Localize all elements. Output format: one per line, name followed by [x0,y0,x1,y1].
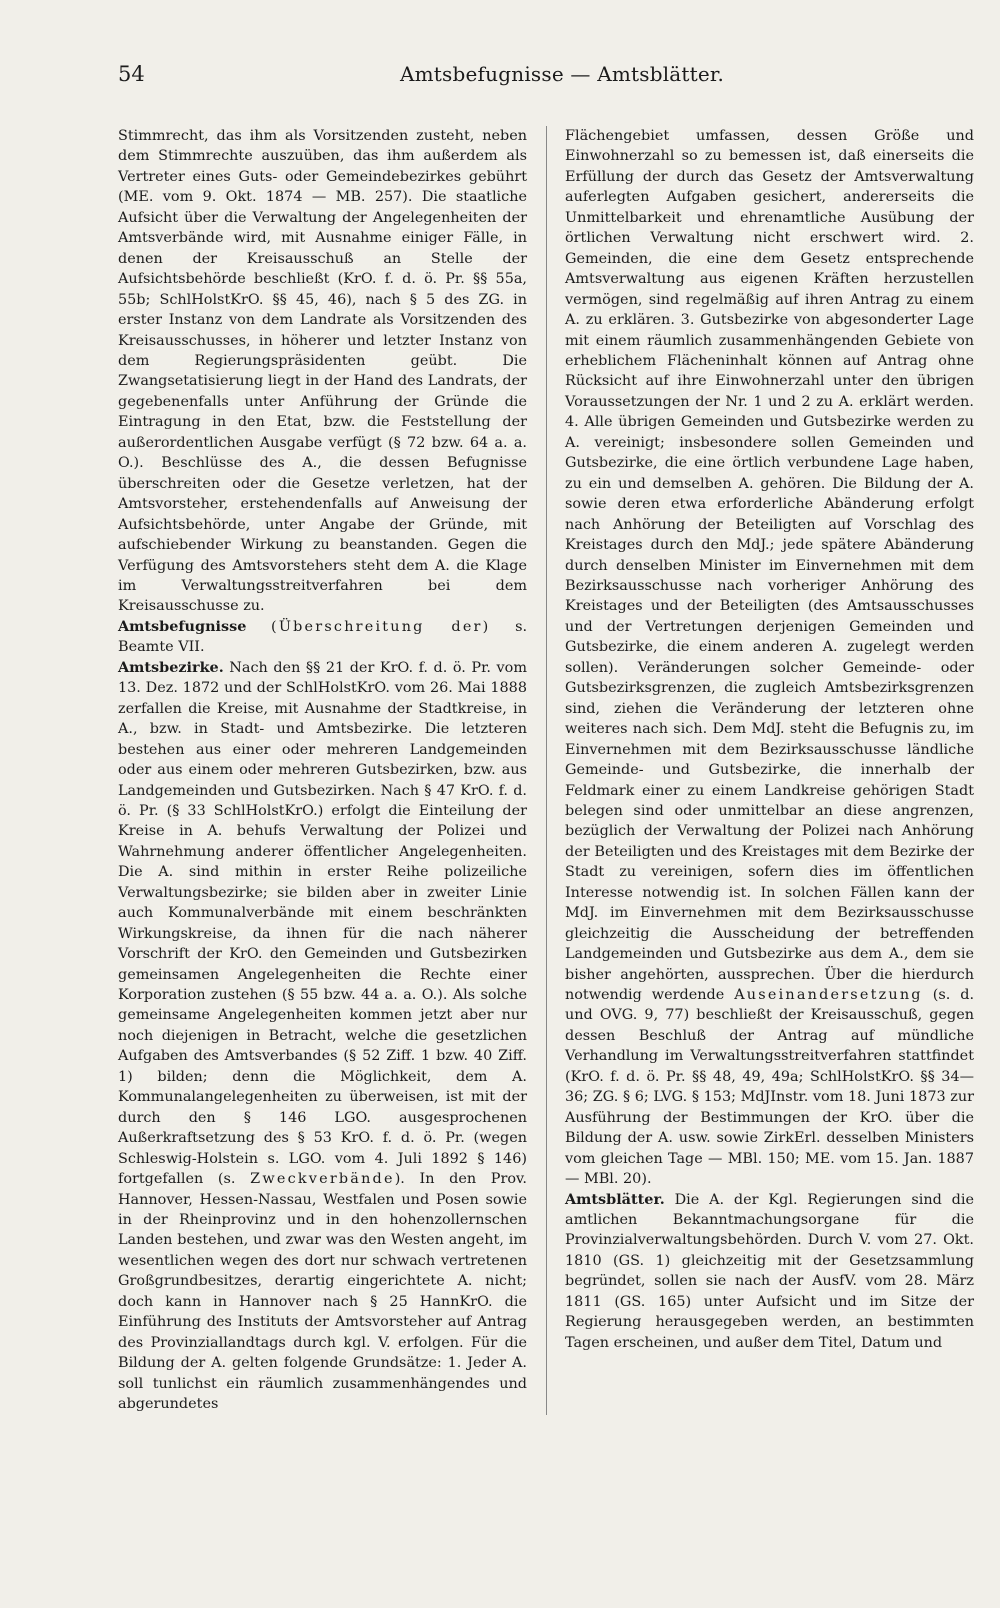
page-number: 54 [118,62,145,86]
entry-term-amtsbefugnisse: Amtsbefugnisse [118,617,247,635]
right-paragraph-1 [565,126,974,1190]
amtsbezirke-text-continued: ). In den Prov. Hannover, Hessen-Nassau, Westfalen und Posen sowie in der Rheinprovinz und in den hohenzollernschen Landen bestehen, und zwar was den Westen angeht, im wesentlichen wegen des dort nur schwach vertretenen Großgrundbesitzes, derartig eingerichtete A. nicht; doch kann in Hannover nach § 25 HannKrO. die Einführung des Instituts der Amtsvorsteher auf Antrag des Provinziallandtags durch kgl. V. erfolgen. Für die Bildung der A. gelten folgende Grundsätze: 1. Jeder A. soll tunlichst ein räumlich zusammenhängendes und abgerundetes [118,1171,527,1413]
amtsblaetter-text: Die A. der Kgl. Regierungen sind die amtlichen Bekanntmachungsorgane für die Provinzialverwaltungsbehörden. Durch V. vom 27. Okt. 1810 (GS. 1) gleichzeitig mit der Gesetzsammlung begründet, sollen sie nach der AusfV. vom 28. März 1811 (GS. 165) unter Aufsicht und im Sitze der Regierung herausgegeben werden, an bestimmten Tagen erscheinen, und außer dem Titel, Datum und [565,1191,974,1351]
right-text: Flächengebiet umfassen, dessen Größe und Einwohnerzahl so zu bemessen ist, daß einerseits die Erfüllung der durch das Gesetz der Amtsverwaltung auferlegten Aufgaben gesichert, andererseits die Unmittelbarkeit und ehrenamtliche Ausübung der örtlichen Verwaltung nicht erschwert wird. 2. Gemeinden, die eine dem Gesetz entsprechende Amtsverwaltung aus eigenen Kräften herzustellen vermögen, sind regelmäßig auf ihren Antrag zu einem A. zu erklären. 3. Gutsbezirke von abgesonderter Lage mit einem räumlich zusammenhängenden Gebiete von erheblichem Flächeninhalt können auf Antrag ohne Rücksicht auf ihre Einwohnerzahl unter den übrigen Voraussetzungen der Nr. 1 und 2 zu A. erklärt werden. 4. Alle übrigen Gemeinden und Gutsbezirke werden zu A. vereinigt; insbesondere sollen Gemeinden und Gutsbezirke, die eine örtlich verbundene Lage haben, zu ein und demselben A. gehören. Die Bildung der A. sowie deren etwa erforderliche Abänderung erfolgt nach Anhörung der Beteiligten auf Vorschlag des Kreistages durch den MdJ.; jede spätere Abänderung durch denselben Minister im Einvernehmen mit dem Bezirksausschusse nach vorheriger Anhörung des Kreistages und der Beteiligten (des Amtsausschusses und der Vertretungen derjenigen Gemeinden und Gutsbezirke, die einem anderen A. zugelegt werden sollen). Veränderungen solcher Gemeinde- oder Gutsbezirksgrenzen, die zugleich Amtsbezirksgrenzen sind, ziehen die Veränderung der letzteren ohne weiteres nach sich. Dem MdJ. steht die Befugnis zu, im Einvernehmen mit dem Bezirksausschusse ländliche Gemeinde- und Gutsbezirke, die innerhalb der Feldmark einer zu einem Landkreise gehörigen Stadt belegen sind oder unmittelbar an diese angrenzen, bezüglich der Verwaltung der Polizei nach Anhörung der Beteiligten und des Kreistages mit dem Bezirke der Stadt zu vereinigen, sofern dies im öffentlichen Interesse notwendig ist. In solchen Fällen kann der MdJ. im Einvernehmen mit dem Bezirksausschusse gleichzeitig die Ausscheidung der betreffenden Landgemeinden und Gutsbezirke aus dem A., dem sie bisher angehörten, aussprechen. Über die hierdurch notwendig werdende [565,128,974,1004]
running-head: Amtsbefugnisse — Amtsblätter. [400,62,725,86]
left-column [118,126,527,1415]
amtsbezirke-text: Nach den §§ 21 der KrO. f. d. ö. Pr. vom 13. Dez. 1872 und der SchlHolstKrO. vom 26. Mai 1888 zerfallen die Kreise, mit Ausnahme der Stadtkreise, in A., bzw. in Stadt- und Amtsbezirke. Die letzteren bestehen aus einer oder mehreren Landgemeinden oder aus einem oder mehreren Gutsbezirken, bzw. aus Landgemeinden und Gutsbezirken. Nach § 47 KrO. f. d. ö. Pr. (§ 33 SchlHolstKrO.) erfolgt die Einteilung der Kreise in A. behufs Verwaltung der Polizei und Wahrnehmung anderer öffentlicher Angelegenheiten. Die A. sind mithin in erster Reihe polizeiliche Verwaltungsbezirke; sie bilden aber in zweiter Linie auch Kommunalverbände mit einem beschränkten Wirkungskreise, da ihnen für die nach näherer Vorschrift der KrO. den Gemeinden und Gutsbezirken gemeinsamen Angelegenheiten die Rechte einer Korporation zustehen (§ 55 bzw. 44 a. a. O.). Als solche gemeinsame Angelegenheiten kommen jetzt aber nur noch diejenigen in Betracht, welche die gesetzlichen Aufgaben des Amtsverbandes (§ 52 Ziff. 1 bzw. 40 Ziff. 1) bilden; denn die Möglichkeit, dem A. Kommunalangelegenheiten zu überweisen, ist mit der durch den § 146 LGO. ausgesprochenen Außerkraftsetzung des § 53 KrO. f. d. ö. Pr. (wegen Schleswig-Holstein s. LGO. vom 4. Juli 1892 § 146) fortgefallen (s. [118,659,527,1188]
cross-reference-auseinandersetzung: Auseinandersetzung [734,987,923,1004]
entry-reference-beamte: s. Beamte VII. [118,618,528,656]
left-entry-amtsbefugnisse [118,617,527,658]
column-divider [546,126,547,1415]
left-entry-amtsbezirke [118,658,527,1415]
entry-term-amtsblaetter: Amtsblätter. [565,1190,665,1208]
right-column [565,126,974,1415]
entry-sub-ueberschreitung: (Überschreitung der) [271,618,491,635]
cross-reference-zweckverbaende: Zweckverbände [250,1171,395,1188]
text-columns [118,126,974,1415]
page-header [118,60,974,100]
right-entry-amtsblaetter [565,1190,974,1354]
right-text-continued: (s. d. und OVG. 9, 77) beschließt der Kreisausschuß, gegen dessen Beschluß der Antrag auf mündliche Verhandlung im Verwaltungsstreitverfahren stattfindet (KrO. f. d. ö. Pr. §§ 48, 49, 49a; SchlHolstKrO. §§ 34—36; ZG. § 6; LVG. § 153; MdJInstr. vom 18. Juni 1873 zur Ausführung der Bestimmungen der KrO. über die Bildung der A. usw. sowie ZirkErl. desselben Ministers vom gleichen Tage — MBl. 150; ME. vom 15. Jan. 1887 — MBl. 20). [565,987,975,1188]
left-paragraph-1: Stimmrecht, das ihm als Vorsitzenden zusteht, neben dem Stimmrechte auszuüben, das ihm außerdem als Vertreter eines Guts- oder Gemeindebezirkes gebührt (ME. vom 9. Okt. 1874 — MB. 257). Die staatliche Aufsicht über die Verwaltung der Angelegenheiten der Amtsverbände wird, mit Ausnahme einiger Fälle, in denen der Kreisausschuß an Stelle der Aufsichtsbehörde beschließt (KrO. f. d. ö. Pr. §§ 55a, 55b; SchlHolstKrO. §§ 45, 46), nach § 5 des ZG. in erster Instanz von dem Landrate als Vorsitzenden des Kreisausschusses, in höherer und letzter Instanz von dem Regierungspräsidenten geübt. Die Zwangsetatisierung liegt in der Hand des Landrats, der gegebenenfalls unter Anführung der Gründe die Eintragung in den Etat, bzw. die Feststellung der außerordentlichen Ausgabe verfügt (§ 72 bzw. 64 a. a. O.). Beschlüsse des A., die dessen Befugnisse überschreiten oder die Gesetze verletzen, hat der Amtsvorsteher, erstehendenfalls auf Anweisung der Aufsichtsbehörde, unter Angabe der Gründe, mit aufschiebender Wirkung zu beanstanden. Gegen die Verfügung des Amtsvorstehers steht dem A. die Klage im Verwaltungsstreitverfahren bei dem Kreisausschusse zu. [118,128,527,615]
entry-term-amtsbezirke: Amtsbezirke. [118,658,224,676]
